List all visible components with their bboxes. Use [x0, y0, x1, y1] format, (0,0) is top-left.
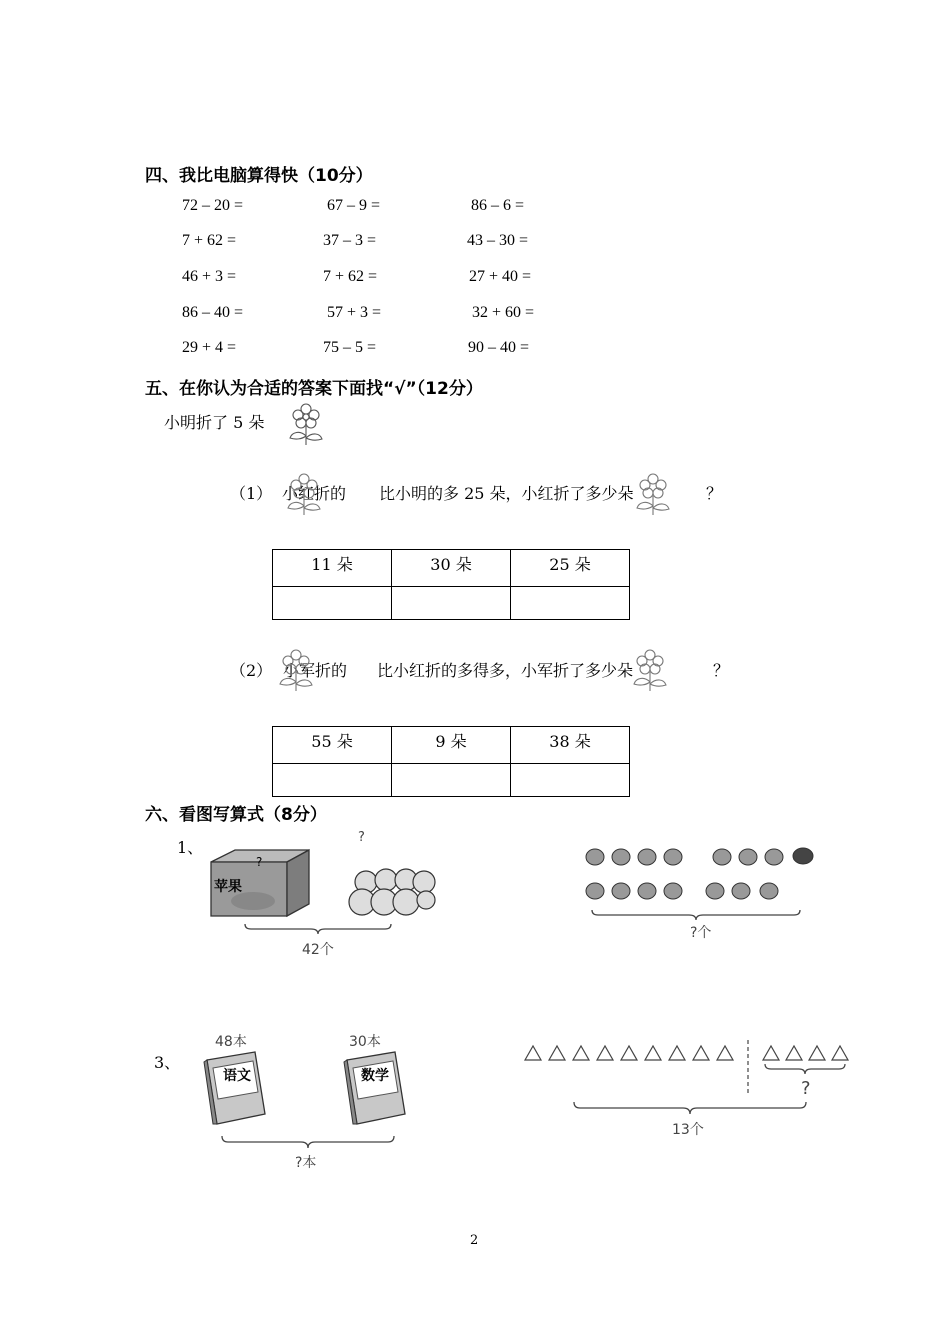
- answer-cell[interactable]: [511, 587, 630, 620]
- equation: 37 – 3 =: [323, 232, 377, 249]
- equation: 72 – 20 =: [182, 197, 244, 214]
- question-2-number: （2）: [230, 661, 273, 680]
- book-icon: [203, 1050, 269, 1126]
- page-number: 2: [470, 1233, 479, 1248]
- answer-cell[interactable]: [392, 764, 511, 797]
- problem-2-total: ?个: [690, 925, 712, 941]
- brace-icon: [220, 1134, 396, 1150]
- book-2-title: 数学: [361, 1068, 389, 1084]
- equation: 67 – 9 =: [327, 197, 381, 214]
- flower-icon: [284, 472, 324, 516]
- equation: 46 + 3 =: [182, 268, 237, 285]
- brace-icon: [590, 908, 802, 922]
- brace-icon: [243, 922, 393, 936]
- question-1-text-a: 小红折的: [282, 484, 347, 503]
- equation: 32 + 60 =: [472, 304, 535, 321]
- equation: 86 – 40 =: [182, 304, 244, 321]
- option-cell: 25 朵: [511, 550, 630, 587]
- option-cell: 30 朵: [392, 550, 511, 587]
- question-2-text-a: 小军折的: [283, 661, 348, 680]
- equation: 90 – 40 =: [468, 339, 530, 356]
- answer-cell[interactable]: [273, 764, 392, 797]
- box-question-mark: ?: [256, 855, 263, 869]
- brace-icon: [572, 1100, 808, 1116]
- question-1-text-b: 比小明的多 25 朵，小红折了多少朵: [379, 484, 634, 503]
- option-cell: 11 朵: [273, 550, 392, 587]
- answer-cell[interactable]: [392, 587, 511, 620]
- flower-icon: [630, 648, 670, 692]
- problem-3-number: 3、: [154, 1053, 181, 1072]
- book-2-count: 30本: [349, 1034, 381, 1050]
- flower-icon: [633, 472, 673, 516]
- question-1-number: （1）: [230, 484, 273, 503]
- option-cell: 55 朵: [273, 727, 392, 764]
- question-1-end: ？: [706, 484, 723, 503]
- apples-question-mark: ?: [358, 830, 365, 845]
- section-5-title: 五、在你认为合适的答案下面找“√”（12分）: [145, 379, 483, 399]
- equation: 7 + 62 =: [323, 268, 378, 285]
- problem-3-total: ?本: [295, 1155, 317, 1171]
- equation: 27 + 40 =: [469, 268, 532, 285]
- apples-icon: [348, 864, 436, 918]
- book-1-title: 语文: [223, 1068, 251, 1084]
- question-2-text-b: 比小红折的多得多，小军折了多少朵: [377, 661, 634, 680]
- problem-1-total: 42个: [302, 942, 334, 958]
- answer-cell[interactable]: [511, 764, 630, 797]
- section-4-title: 四、我比电脑算得快（10分）: [145, 166, 373, 186]
- section-6-title: 六、看图写算式（8分）: [145, 805, 327, 825]
- book-icon: [343, 1050, 409, 1126]
- equation: 75 – 5 =: [323, 339, 377, 356]
- equation: 7 + 62 =: [182, 232, 237, 249]
- option-cell: 9 朵: [392, 727, 511, 764]
- flower-icon: [286, 402, 326, 446]
- equation: 43 – 30 =: [467, 232, 529, 249]
- equation: 86 – 6 =: [471, 197, 525, 214]
- option-cell: 38 朵: [511, 727, 630, 764]
- equation: 29 + 4 =: [182, 339, 237, 356]
- book-1-count: 48本: [215, 1034, 247, 1050]
- flower-icon: [276, 648, 316, 692]
- intro-text: 小明折了 5 朵: [164, 413, 265, 432]
- problem-4-part: ?: [801, 1078, 811, 1099]
- answer-table-2: [272, 726, 630, 797]
- box-label: 苹果: [214, 879, 242, 895]
- answer-table-1: [272, 549, 630, 620]
- shells-icon: [583, 846, 823, 908]
- question-2-end: ？: [713, 661, 730, 680]
- answer-cell[interactable]: [273, 587, 392, 620]
- problem-4-total: 13个: [672, 1122, 704, 1138]
- problem-1-number: 1、: [177, 838, 204, 857]
- equation: 57 + 3 =: [327, 304, 382, 321]
